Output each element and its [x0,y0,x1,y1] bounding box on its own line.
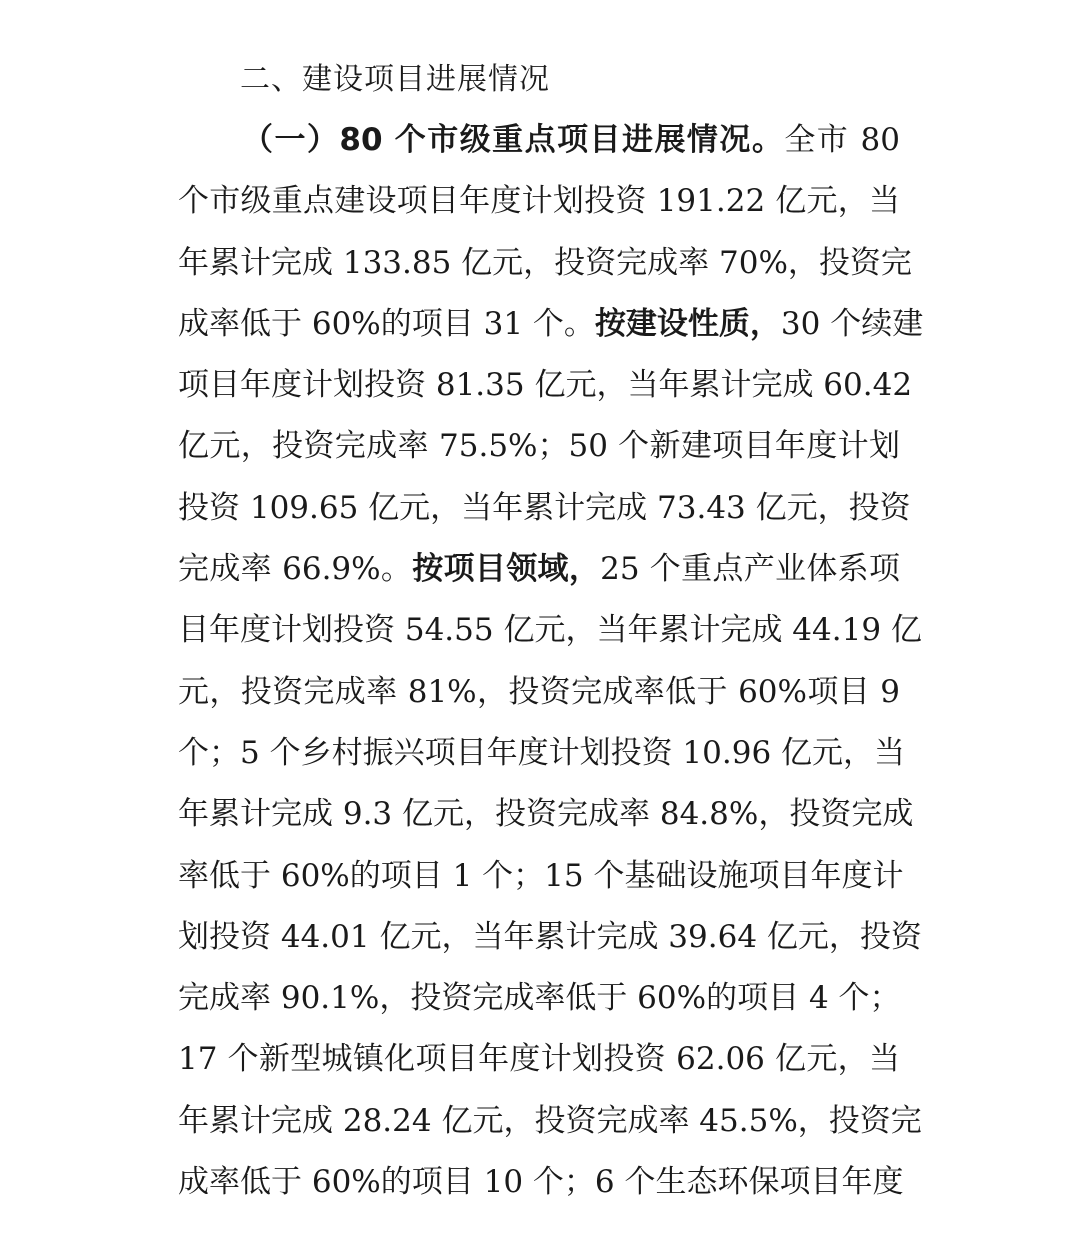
by-field-label: 按项目领域， [412,551,601,588]
subsection-title: （一）80 个市级重点项目进展情况。 [242,122,785,158]
text-line-18: 成率低于 60%的项目 10 个；6 个生态环保项目年度 [178,1164,904,1201]
text-line-5: 项目年度计划投资 81.35 亿元，当年累计完成 60.42 [178,367,913,404]
text-line-6: 亿元，投资完成率 75.5%；50 个新建项目年度计划 [178,428,900,465]
report-paragraph [178,110,924,1213]
text-line-11: 个；5 个乡村振兴项目年度计划投资 10.96 亿元，当 [178,734,906,771]
text-line-9: 目年度计划投资 54.55 亿元，当年累计完成 44.19 亿 [178,612,922,649]
text-line-17: 年累计完成 28.24 亿元，投资完成率 45.5%，投资完 [178,1102,922,1139]
by-nature-label: 按建设性质， [594,305,781,342]
text-line-13: 率低于 60%的项目 1 个；15 个基础设施项目年度计 [178,857,904,894]
text-line-10: 元，投资完成率 81%，投资完成率低于 60%项目 9 [178,673,900,710]
text-line-12: 年累计完成 9.3 亿元，投资完成率 84.8%，投资完成 [178,796,914,833]
text-line-4: 成率低于 60%的项目 31 个。按建设性质，30 个续建 [178,305,924,342]
text-line-3: 年累计完成 133.85 亿元，投资完成率 70%，投资完 [178,244,912,281]
text-line-8: 完成率 66.9%。按项目领域，25 个重点产业体系项 [178,551,900,588]
text-line-16: 17 个新型城镇化项目年度计划投资 62.06 亿元，当 [178,1041,900,1078]
text-line-1: （一）80 个市级重点项目进展情况。全市 80 [242,122,900,158]
text-line-15: 完成率 90.1%，投资完成率低于 60%的项目 4 个； [178,980,901,1017]
text-line-2: 个市级重点建设项目年度计划投资 191.22 亿元，当 [178,183,900,220]
section-heading: 二、建设项目进展情况 [240,62,550,97]
text-line-14: 划投资 44.01 亿元，当年累计完成 39.64 亿元，投资 [178,918,922,955]
text-line-7: 投资 109.65 亿元，当年累计完成 73.43 亿元，投资 [178,489,911,526]
